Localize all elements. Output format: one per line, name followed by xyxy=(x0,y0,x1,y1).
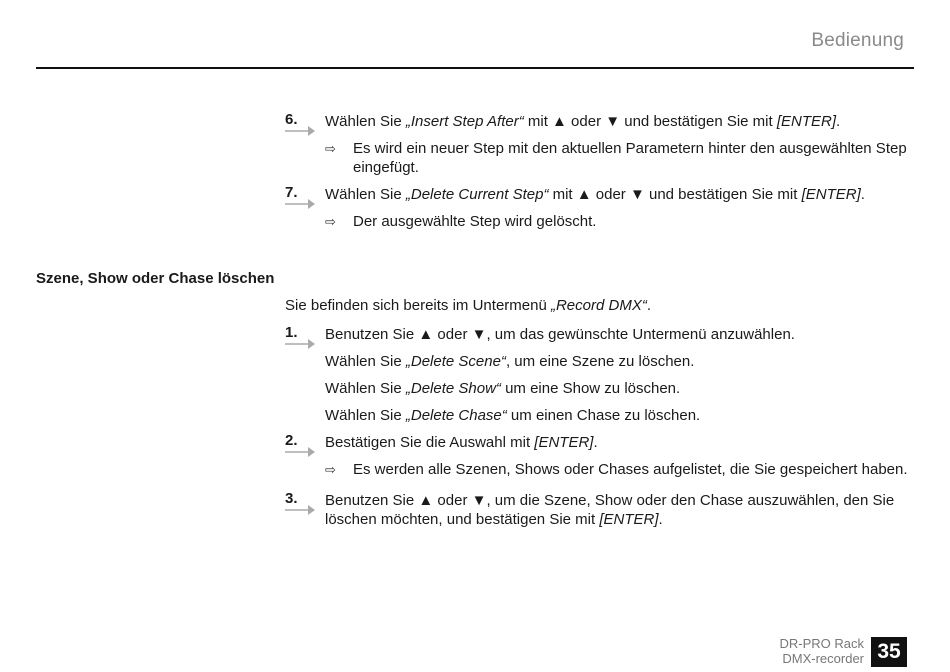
step-text: Benutzen Sie ▲ oder ▼, um das gewünschte Untermenü anzuwählen. xyxy=(325,326,795,343)
option-delete-show: Wählen Sie „Delete Show“ um eine Show zu löschen. xyxy=(325,380,681,397)
step-arrow-icon xyxy=(285,126,315,136)
page-number: 35 xyxy=(871,637,907,667)
step-arrow-icon xyxy=(285,505,315,515)
step-text: Bestätigen Sie die Auswahl mit [ENTER]. xyxy=(325,434,598,451)
step-arrow-icon xyxy=(285,199,315,209)
option-delete-scene: Wählen Sie „Delete Scene“, um eine Szene zu löschen. xyxy=(325,353,695,370)
footer-product-name: DR-PRO Rack DMX-recorder xyxy=(779,636,864,666)
result-arrow-icon: ⇨ xyxy=(325,141,336,156)
step-number: 7. xyxy=(285,184,298,201)
header-divider xyxy=(36,67,914,69)
step-number: 3. xyxy=(285,490,298,507)
result-arrow-icon: ⇨ xyxy=(325,214,336,229)
step-text: Benutzen Sie ▲ oder ▼, um die Szene, Show oder den Chase auszuwählen, den Sie löschen möchten, und bestätigen Sie mit [ENTER]. xyxy=(325,492,895,528)
step-arrow-icon xyxy=(285,339,315,349)
section-intro: Sie befinden sich bereits im Untermenü „Record DMX“. xyxy=(285,297,651,314)
step-number: 1. xyxy=(285,324,298,341)
step-text: Wählen Sie „Insert Step After“ mit ▲ oder ▼ und bestätigen Sie mit [ENTER]. xyxy=(325,113,841,130)
step-text: Wählen Sie „Delete Current Step“ mit ▲ oder ▼ und bestätigen Sie mit [ENTER]. xyxy=(325,186,865,203)
step-arrow-icon xyxy=(285,447,315,457)
result-arrow-icon: ⇨ xyxy=(325,462,336,477)
page-section-title: Bedienung xyxy=(811,30,904,51)
step-number: 6. xyxy=(285,111,298,128)
section-heading: Szene, Show oder Chase löschen xyxy=(36,270,275,287)
option-delete-chase: Wählen Sie „Delete Chase“ um einen Chase zu löschen. xyxy=(325,407,701,424)
step-number: 2. xyxy=(285,432,298,449)
